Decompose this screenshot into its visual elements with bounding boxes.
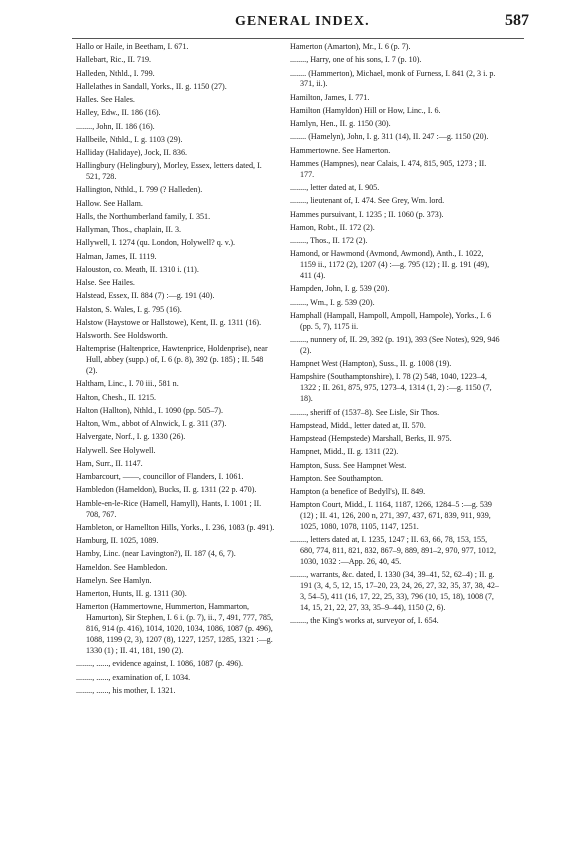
index-entry: Hallyman, Thos., chaplain, II. 3. xyxy=(76,225,182,235)
index-entry: ........, Harry, one of his sons, I. 7 (p. 10). xyxy=(290,55,422,65)
index-entry: Halleden, Nthld., I. 799. xyxy=(76,68,155,78)
index-entry: Hampnet West (Hampton), Suss., II. g. 1008 (19). xyxy=(290,359,452,369)
index-entry: Hambleton, or Hamellton Hills, Yorks., I. 236, 1083 (p. 491). xyxy=(76,522,275,532)
index-entry: Halsworth. See Holdsworth. xyxy=(76,331,168,341)
index-entry: Haltham, Linc., I. 70 iii., 581 n. xyxy=(76,379,179,389)
index-entry: Hallywell, I. 1274 (qu. London, Holywell? q. v.). xyxy=(76,238,236,248)
index-entry: Halton, Chesh., II. 1215. xyxy=(76,392,157,402)
page-header xyxy=(0,12,567,34)
index-entry: Hamerton, Hunts, II. g. 1311 (30). xyxy=(76,589,187,599)
index-entry: Hampton Court, Midd., I. 1164, 1187, 1266, 1284–5 :—g. 539 (12) ; II. 41, 126, 200 n, 271, 397, 437, 671, 839, 911, 939, 1025, 1080, 1078, 1105, 1147, 1251. xyxy=(290,500,492,532)
index-entry: Hallo or Haile, in Beetham, I. 671. xyxy=(76,42,189,51)
index-entry: ........, letters dated at, I. 1235, 1247 ; II. 63, 66, 78, 153, 155, 680, 774, 811, 821, 832, 867–9, 889, 891–2, 970, 977, 1012, 1030, 1032 :—App. 26, 40, 45. xyxy=(290,535,496,567)
index-entry: ........, ......, his mother, I. 1321. xyxy=(76,685,176,695)
index-entry: Ham, Surr., II. 1147. xyxy=(76,458,143,468)
index-entry: Hamburg, II. 1025, 1089. xyxy=(76,536,159,546)
index-entry: Hampton, Suss. See Hampnet West. xyxy=(290,460,407,470)
index-entry: Hampstead, Midd., letter dated at, II. 570. xyxy=(290,420,426,430)
index-entry: Hameldon. See Hambledon. xyxy=(76,562,168,572)
index-entry: Hampnet, Midd., II. g. 1311 (22). xyxy=(290,447,399,457)
index-entry: ........, warrants, &c. dated, I. 1330 (34, 39–41, 52, 62–4) ; II. g. 191 (3, 4, 5, 12, 15, 17–20, 23, 24, 26, 27, 32, 35, 37, 38, 42–3, 54–5), 411 (16, 17, 22, 25, 33), 796 (10, 15, 18), 1008 (7, 14, 15, 21, 22, 27, 33, 35–9–44), 1150 (2, 6). xyxy=(290,570,499,613)
running-head: GENERAL INDEX. xyxy=(235,14,370,29)
index-entry: Halton (Hallton), Nthld., I. 1090 (pp. 505–7). xyxy=(76,405,224,415)
index-entry: Hamilton, James, I. 771. xyxy=(290,92,370,102)
index-entry: Hamby, Linc. (near Lavington?), II. 187 (4, 6, 7). xyxy=(76,549,236,559)
index-entry: Hammertowne. See Hamerton. xyxy=(290,145,391,155)
index-entry: ........, ......, examination of, I. 1034. xyxy=(76,672,191,682)
index-entry: ........, lieutenant of, I. 474. See Grey, Wm. lord. xyxy=(290,196,445,206)
index-entry: ........, sheriff of (1537–8). See Lisle, Sir Thos. xyxy=(290,407,440,417)
index-entry: Hampstead (Hempstede) Marshall, Berks, II. 975. xyxy=(290,434,452,443)
index-entry: Hallebart, Ric., II. 719. xyxy=(76,55,152,65)
index-entry: Hamerton (Amarton), Mr., I. 6 (p. 7). xyxy=(290,42,411,51)
index-entry: Halywell. See Holywell. xyxy=(76,445,156,455)
index-entry: Halton, Wm., abbot of Alnwick, I. g. 311 (37). xyxy=(76,419,227,429)
index-entry: Hampden, John, I. g. 539 (20). xyxy=(290,284,390,294)
index-entry: Hallingbury (Helingbury), Morley, Essex, letters dated, I. 521, 728. xyxy=(76,161,262,182)
index-entry: ........, letter dated at, I. 905. xyxy=(290,183,380,193)
index-entry: Haltemprise (Haltenprice, Hawtenprice, Holdenprise), near Hull, abbey (supp.) of, I. 6 (p. 8), 392 (p. 185) ; II. 548 (2). xyxy=(76,344,268,376)
index-entry: Hampton. See Southampton. xyxy=(290,473,384,483)
index-entry: Hamble-en-le-Rice (Hamell, Hamyll), Hants, I. 1001 ; II. 708, 767. xyxy=(76,498,262,519)
index-entry: Hallow. See Hallam. xyxy=(76,198,143,208)
index-column-left xyxy=(76,42,276,699)
index-entry: Halles. See Hales. xyxy=(76,95,135,104)
index-entry: Halston, S. Wales, I. g. 795 (16). xyxy=(76,304,182,314)
index-entry: ........ (Hamelyn), John, I. g. 311 (14), II. 247 :—g. 1150 (20). xyxy=(290,132,489,142)
header-rule xyxy=(72,38,524,39)
index-entry: ........, ......, evidence against, I. 1086, 1087 (p. 496). xyxy=(76,659,244,669)
index-entry: ........, the King's works at, surveyor of, I. 654. xyxy=(290,616,439,626)
index-entry: Halstow (Haystowe or Hallstowe), Kent, II. g. 1311 (16). xyxy=(76,317,262,327)
index-entry: Hambarcourt, ——, councillor of Flanders, I. 1061. xyxy=(76,472,244,482)
index-entry: ........ (Hammerton), Michael, monk of Furness, I. 841 (2, 3 i. p. 371, ii.). xyxy=(290,68,496,89)
index-entry: Halliday (Halidaye), Jock, II. 836. xyxy=(76,148,188,157)
index-entry: Hammes pursuivant, I. 1235 ; II. 1060 (p. 373). xyxy=(290,209,444,219)
index-entry: Hamond, or Hawmond (Avmond, Awmond), Anth., I. 1022, 1159 ii., 1172 (2), 1207 (4) :—g. 795 (12) ; II. g. 191 (49), 411 (4). xyxy=(290,249,490,281)
index-entry: Hampshire (Southamptonshire), I. 78 (2) 548, 1040, 1223–4, 1322 ; II. 261, 875, 975, 1273–4, 1314 (1, 2) :—g. 1150 (7, 18). xyxy=(290,372,492,404)
index-entry: Hallbeile, Nthld., I. g. 1103 (29). xyxy=(76,134,183,144)
index-entry: Hamilton (Hamyldon) Hill or How, Linc., I. 6. xyxy=(290,105,441,115)
index-entry: Hamphall (Hampall, Hampoll, Ampoll, Hampole), Yorks., I. 6 (pp. 5, 7), 1175 ii. xyxy=(290,310,492,331)
index-entry: ........, Thos., II. 172 (2). xyxy=(290,236,368,246)
index-entry: Hamlyn, Hen., II. g. 1150 (30). xyxy=(290,119,391,129)
index-entry: Halouston, co. Meath, II. 1310 i. (11). xyxy=(76,264,199,274)
index-entry: Hambledon (Hameldon), Bucks, II. g. 1311 (22 p. 470). xyxy=(76,485,257,495)
index-entry: ........, John, II. 186 (16). xyxy=(76,121,155,131)
index-entry: ........, Wm., I. g. 539 (20). xyxy=(290,297,375,307)
index-entry: Hammes (Hampnes), near Calais, I. 474, 815, 905, 1273 ; II. 177. xyxy=(290,158,487,179)
index-entry: Halstead, Essex, II. 884 (7) :—g. 191 (40). xyxy=(76,291,215,301)
index-entry: Hamerton (Hammertowne, Hummerton, Hammarton, Hamurton), Sir Stephen, I. 6 i. (p. 7), ii., 7, 491, 777, 785, 816, 914 (p. 416), 1014, 1020, 1034, 1086, 1087 (p. 496), 1088, 1199 (2, 3), 1207 (8), 1227, 1257, 1285, 1321 :—g. 1330 (1) ; II. 41, 181, 190 (2). xyxy=(76,602,274,655)
index-entry: Halls, the Northumberland family, I. 351. xyxy=(76,211,211,221)
index-entry: Hamon, Robt., II. 172 (2). xyxy=(290,222,375,232)
index-column-right xyxy=(290,42,500,630)
index-entry: Hallelathes in Sandall, Yorks., II. g. 1150 (27). xyxy=(76,81,227,91)
index-entry: Hampton (a benefice of Bedyll's), II. 849. xyxy=(290,487,426,496)
index-entry: ........, nunnery of, II. 29, 392 (p. 191), 393 (See Notes), 929, 946 (2). xyxy=(290,335,500,355)
index-entry: Halse. See Hailes. xyxy=(76,278,135,288)
index-entry: Halvergate, Norf., I. g. 1330 (26). xyxy=(76,432,186,442)
index-entry: Halley, Edw., II. 186 (16). xyxy=(76,108,161,118)
page-number: 587 xyxy=(505,12,529,29)
index-entry: Hallington, Nthld., I. 799 (? Halleden). xyxy=(76,185,203,195)
index-entry: Hamelyn. See Hamlyn. xyxy=(76,575,152,585)
index-entry: Halman, James, II. 1119. xyxy=(76,251,157,261)
